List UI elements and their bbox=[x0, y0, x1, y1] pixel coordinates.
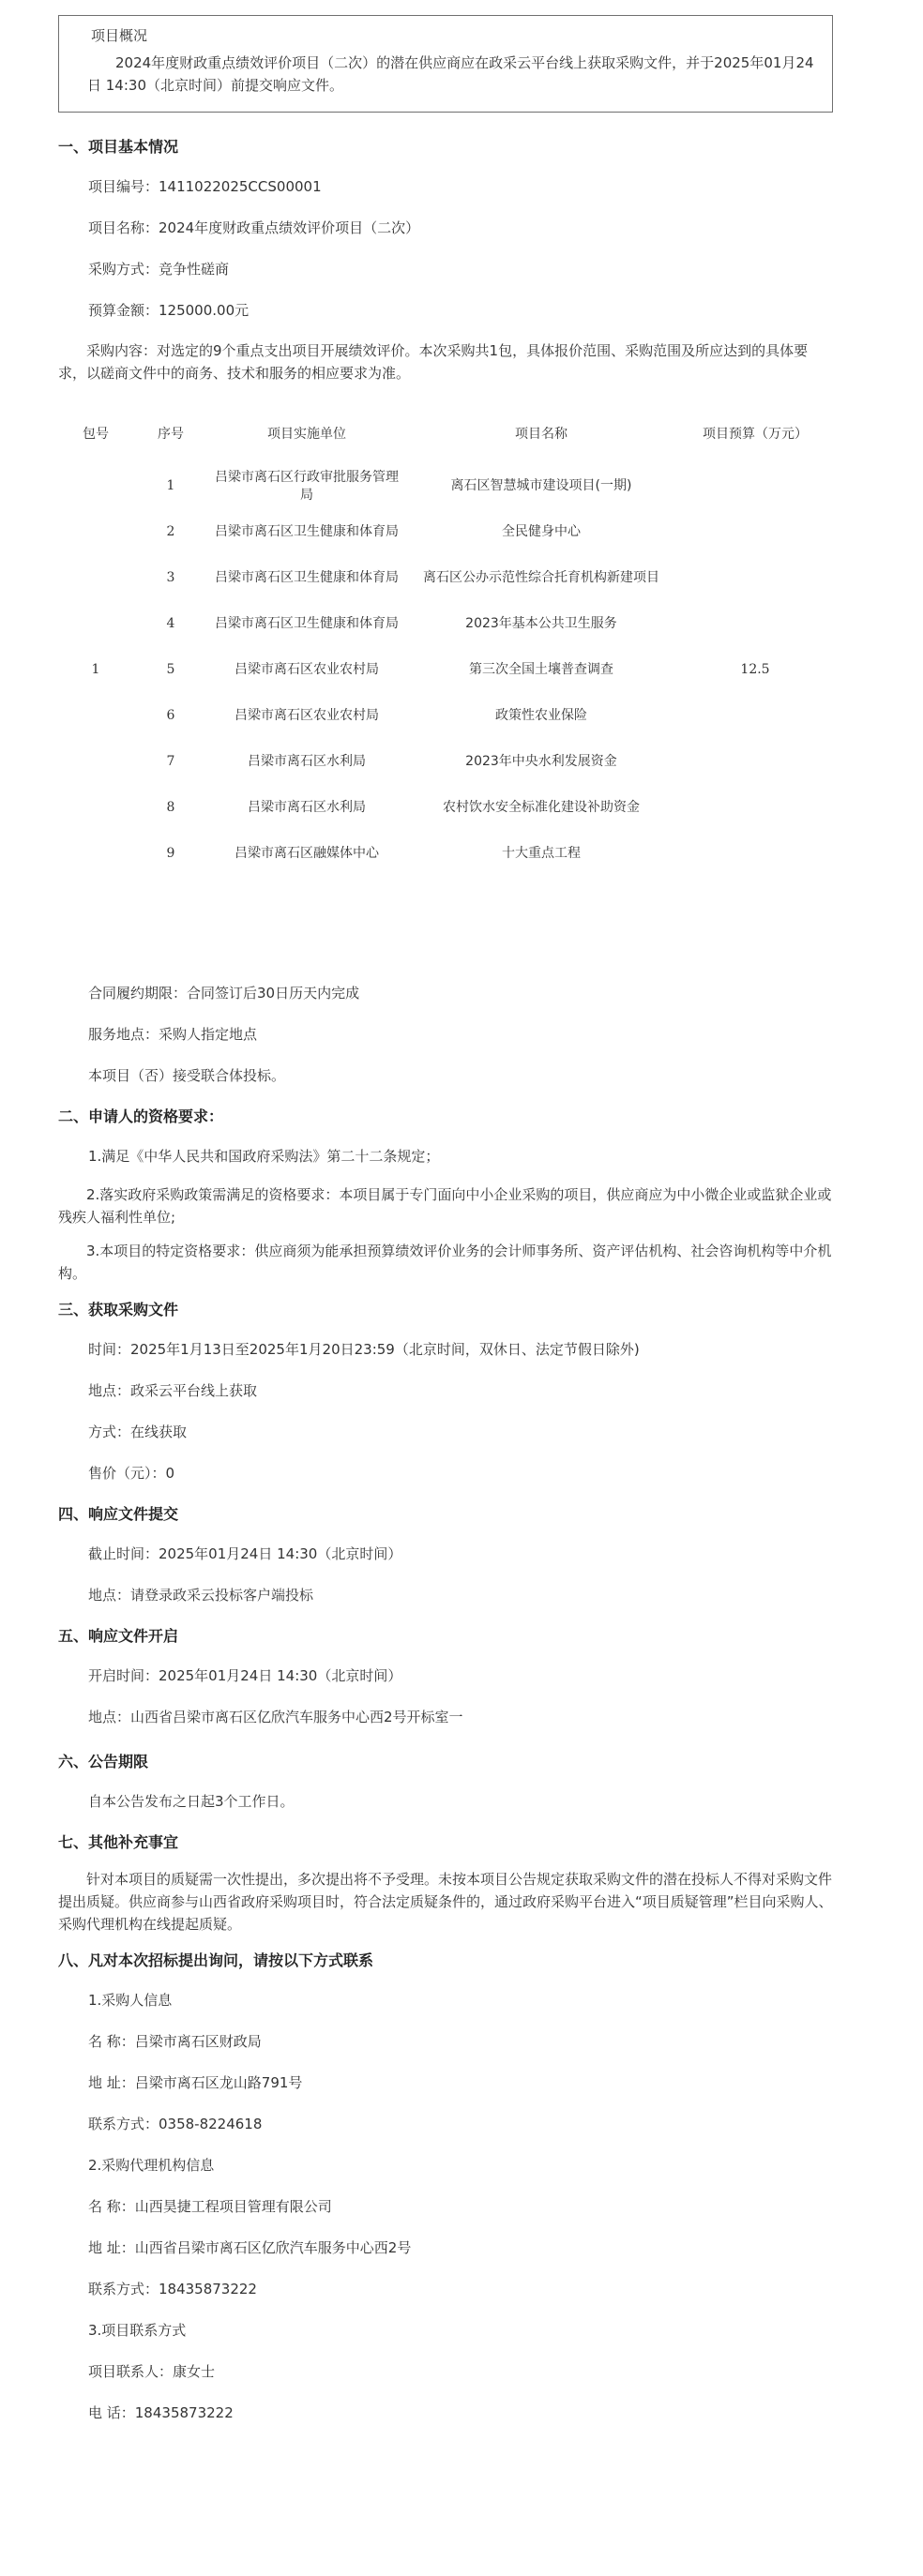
header-implementing-unit: 项目实施单位 bbox=[267, 426, 346, 442]
opening-place: 地点：山西省吕梁市离石区亿欣汽车服务中心西2号开标室一 bbox=[88, 1709, 463, 1725]
seq-cell: 5 bbox=[166, 662, 175, 677]
project-name-cell: 十大重点工程 bbox=[502, 846, 581, 861]
seq-cell: 9 bbox=[166, 846, 175, 861]
section1-heading: 一、项目基本情况 bbox=[58, 138, 179, 156]
purchaser-info-title: 1.采购人信息 bbox=[88, 1992, 173, 2009]
budget-amount: 预算金额：125000.00元 bbox=[88, 302, 250, 319]
overview-title: 项目概况 bbox=[91, 27, 148, 44]
unit-cell: 吕梁市离石区水利局 bbox=[248, 754, 366, 769]
opening-time: 开启时间：2025年01月24日 14:30（北京时间） bbox=[88, 1667, 402, 1684]
consortium-note: 本项目（否）接受联合体投标。 bbox=[88, 1067, 286, 1084]
project-name-cell: 第三次全国土壤普查调查 bbox=[469, 662, 613, 677]
project-contact-person: 项目联系人：康女士 bbox=[88, 2363, 216, 2380]
agency-info-title: 2.采购代理机构信息 bbox=[88, 2157, 215, 2174]
header-project-name: 项目名称 bbox=[515, 426, 567, 442]
qualification-item-3: 3.本项目的特定资格要求：供应商须为能承担预算绩效评价业务的会计师事务所、资产评估机构、社会咨询机构等中介机构。 bbox=[58, 1243, 832, 1282]
qualification-item-1: 1.满足《中华人民共和国政府采购法》第二十二条规定； bbox=[88, 1148, 440, 1165]
seq-cell: 7 bbox=[166, 754, 175, 769]
agency-contact: 联系方式：18435873222 bbox=[88, 2281, 257, 2297]
unit-cell: 吕梁市离石区水利局 bbox=[248, 800, 366, 815]
unit-cell: 吕梁市离石区行政审批服务管理局 bbox=[215, 469, 399, 503]
section2-heading: 二、申请人的资格要求： bbox=[58, 1107, 224, 1125]
submission-place: 地点：请登录政采云投标客户端投标 bbox=[88, 1587, 314, 1604]
unit-cell: 吕梁市离石区融媒体中心 bbox=[235, 846, 379, 861]
project-contact-phone: 电 话：18435873222 bbox=[88, 2404, 234, 2421]
header-project-budget: 项目预算（万元） bbox=[703, 426, 808, 442]
project-name-cell: 2023年中央水利发展资金 bbox=[465, 754, 617, 769]
purchaser-name: 名 称：吕梁市离石区财政局 bbox=[88, 2033, 262, 2050]
header-package-no: 包号 bbox=[83, 426, 109, 442]
unit-cell: 吕梁市离石区农业农村局 bbox=[235, 708, 379, 723]
service-location: 服务地点：采购人指定地点 bbox=[88, 1026, 258, 1043]
section4-heading: 四、响应文件提交 bbox=[58, 1505, 179, 1523]
project-name: 项目名称：2024年度财政重点绩效评价项目（二次） bbox=[88, 219, 420, 236]
overview-text: 2024年度财政重点绩效评价项目（二次）的潜在供应商应在政采云平台线上获取采购文件，并于2025年01月24日 14:30（北京时间）前提交响应文件。 bbox=[87, 54, 814, 94]
seq-cell: 8 bbox=[166, 800, 175, 815]
section3-heading: 三、获取采购文件 bbox=[58, 1301, 179, 1318]
package-budget-cell: 12.5 bbox=[740, 662, 770, 677]
project-name-cell: 政策性农业保险 bbox=[495, 708, 587, 723]
package-table bbox=[58, 405, 833, 877]
unit-cell: 吕梁市离石区卫生健康和体育局 bbox=[215, 570, 399, 585]
seq-cell: 1 bbox=[166, 478, 175, 493]
project-name-cell: 离石区智慧城市建设项目(一期) bbox=[450, 478, 632, 493]
seq-cell: 6 bbox=[166, 708, 175, 723]
section7-heading: 七、其他补充事宜 bbox=[58, 1833, 179, 1851]
document-place: 地点：政采云平台线上获取 bbox=[88, 1382, 258, 1399]
agency-name: 名 称：山西昊捷工程项目管理有限公司 bbox=[88, 2198, 332, 2215]
project-name-cell: 离石区公办示范性综合托育机构新建项目 bbox=[423, 570, 659, 585]
purchaser-address: 地 址：吕梁市离石区龙山路791号 bbox=[88, 2074, 303, 2091]
purchaser-contact: 联系方式：0358-8224618 bbox=[88, 2116, 263, 2132]
project-overview-box bbox=[58, 15, 833, 113]
section5-heading: 五、响应文件开启 bbox=[58, 1627, 179, 1645]
project-name-cell: 全民健身中心 bbox=[502, 524, 581, 539]
contract-period: 合同履约期限：合同签订后30日历天内完成 bbox=[88, 985, 360, 1002]
unit-cell: 吕梁市离石区卫生健康和体育局 bbox=[215, 524, 399, 539]
seq-cell: 4 bbox=[166, 616, 175, 631]
announcement-period: 自本公告发布之日起3个工作日。 bbox=[88, 1793, 295, 1810]
document-time: 时间：2025年1月13日至2025年1月20日23:59（北京时间，双休日、法定节假日除外) bbox=[88, 1341, 640, 1358]
procurement-content: 采购内容：对选定的9个重点支出项目开展绩效评价。本次采购共1包，具体报价范围、采购范围及所应达到的具体要求，以磋商文件中的商务、技术和服务的相应要求为准。 bbox=[58, 342, 809, 382]
header-seq-no: 序号 bbox=[158, 426, 184, 442]
document-method: 方式：在线获取 bbox=[88, 1424, 188, 1440]
unit-cell: 吕梁市离石区农业农村局 bbox=[235, 662, 379, 677]
project-name-cell: 农村饮水安全标准化建设补助资金 bbox=[443, 800, 640, 815]
document-price: 售价（元）：0 bbox=[88, 1465, 175, 1482]
section8-heading: 八、凡对本次招标提出询问，请按以下方式联系 bbox=[58, 1951, 374, 1969]
supplementary-text: 针对本项目的质疑需一次性提出，多次提出将不予受理。未按本项目公告规定获取采购文件的潜在投标人不得对采购文件提出质疑。供应商参与山西省政府采购项目时，符合法定质疑条件的，通过政府采购平台进入“项目质疑管理”栏目向采购人、采购代理机构在线提起质疑。 bbox=[58, 1871, 833, 1933]
section6-heading: 六、公告期限 bbox=[58, 1753, 149, 1770]
agency-address: 地 址：山西省吕梁市离石区亿欣汽车服务中心西2号 bbox=[88, 2239, 412, 2256]
seq-cell: 3 bbox=[166, 570, 175, 585]
project-contact-title: 3.项目联系方式 bbox=[88, 2322, 187, 2339]
table-header-row bbox=[58, 405, 833, 463]
unit-cell: 吕梁市离石区卫生健康和体育局 bbox=[215, 616, 399, 631]
procurement-method: 采购方式：竞争性磋商 bbox=[88, 261, 230, 278]
project-name-cell: 2023年基本公共卫生服务 bbox=[465, 616, 617, 631]
qualification-item-2: 2.落实政府采购政策需满足的资格要求：本项目属于专门面向中小企业采购的项目，供应商应为中小微企业或监狱企业或残疾人福利性单位; bbox=[58, 1186, 832, 1226]
project-number: 项目编号：1411022025CCS00001 bbox=[88, 178, 322, 195]
table-row bbox=[58, 463, 833, 509]
seq-cell: 2 bbox=[166, 524, 175, 539]
submission-deadline: 截止时间：2025年01月24日 14:30（北京时间） bbox=[88, 1545, 402, 1562]
package-number-cell: 1 bbox=[91, 662, 100, 677]
